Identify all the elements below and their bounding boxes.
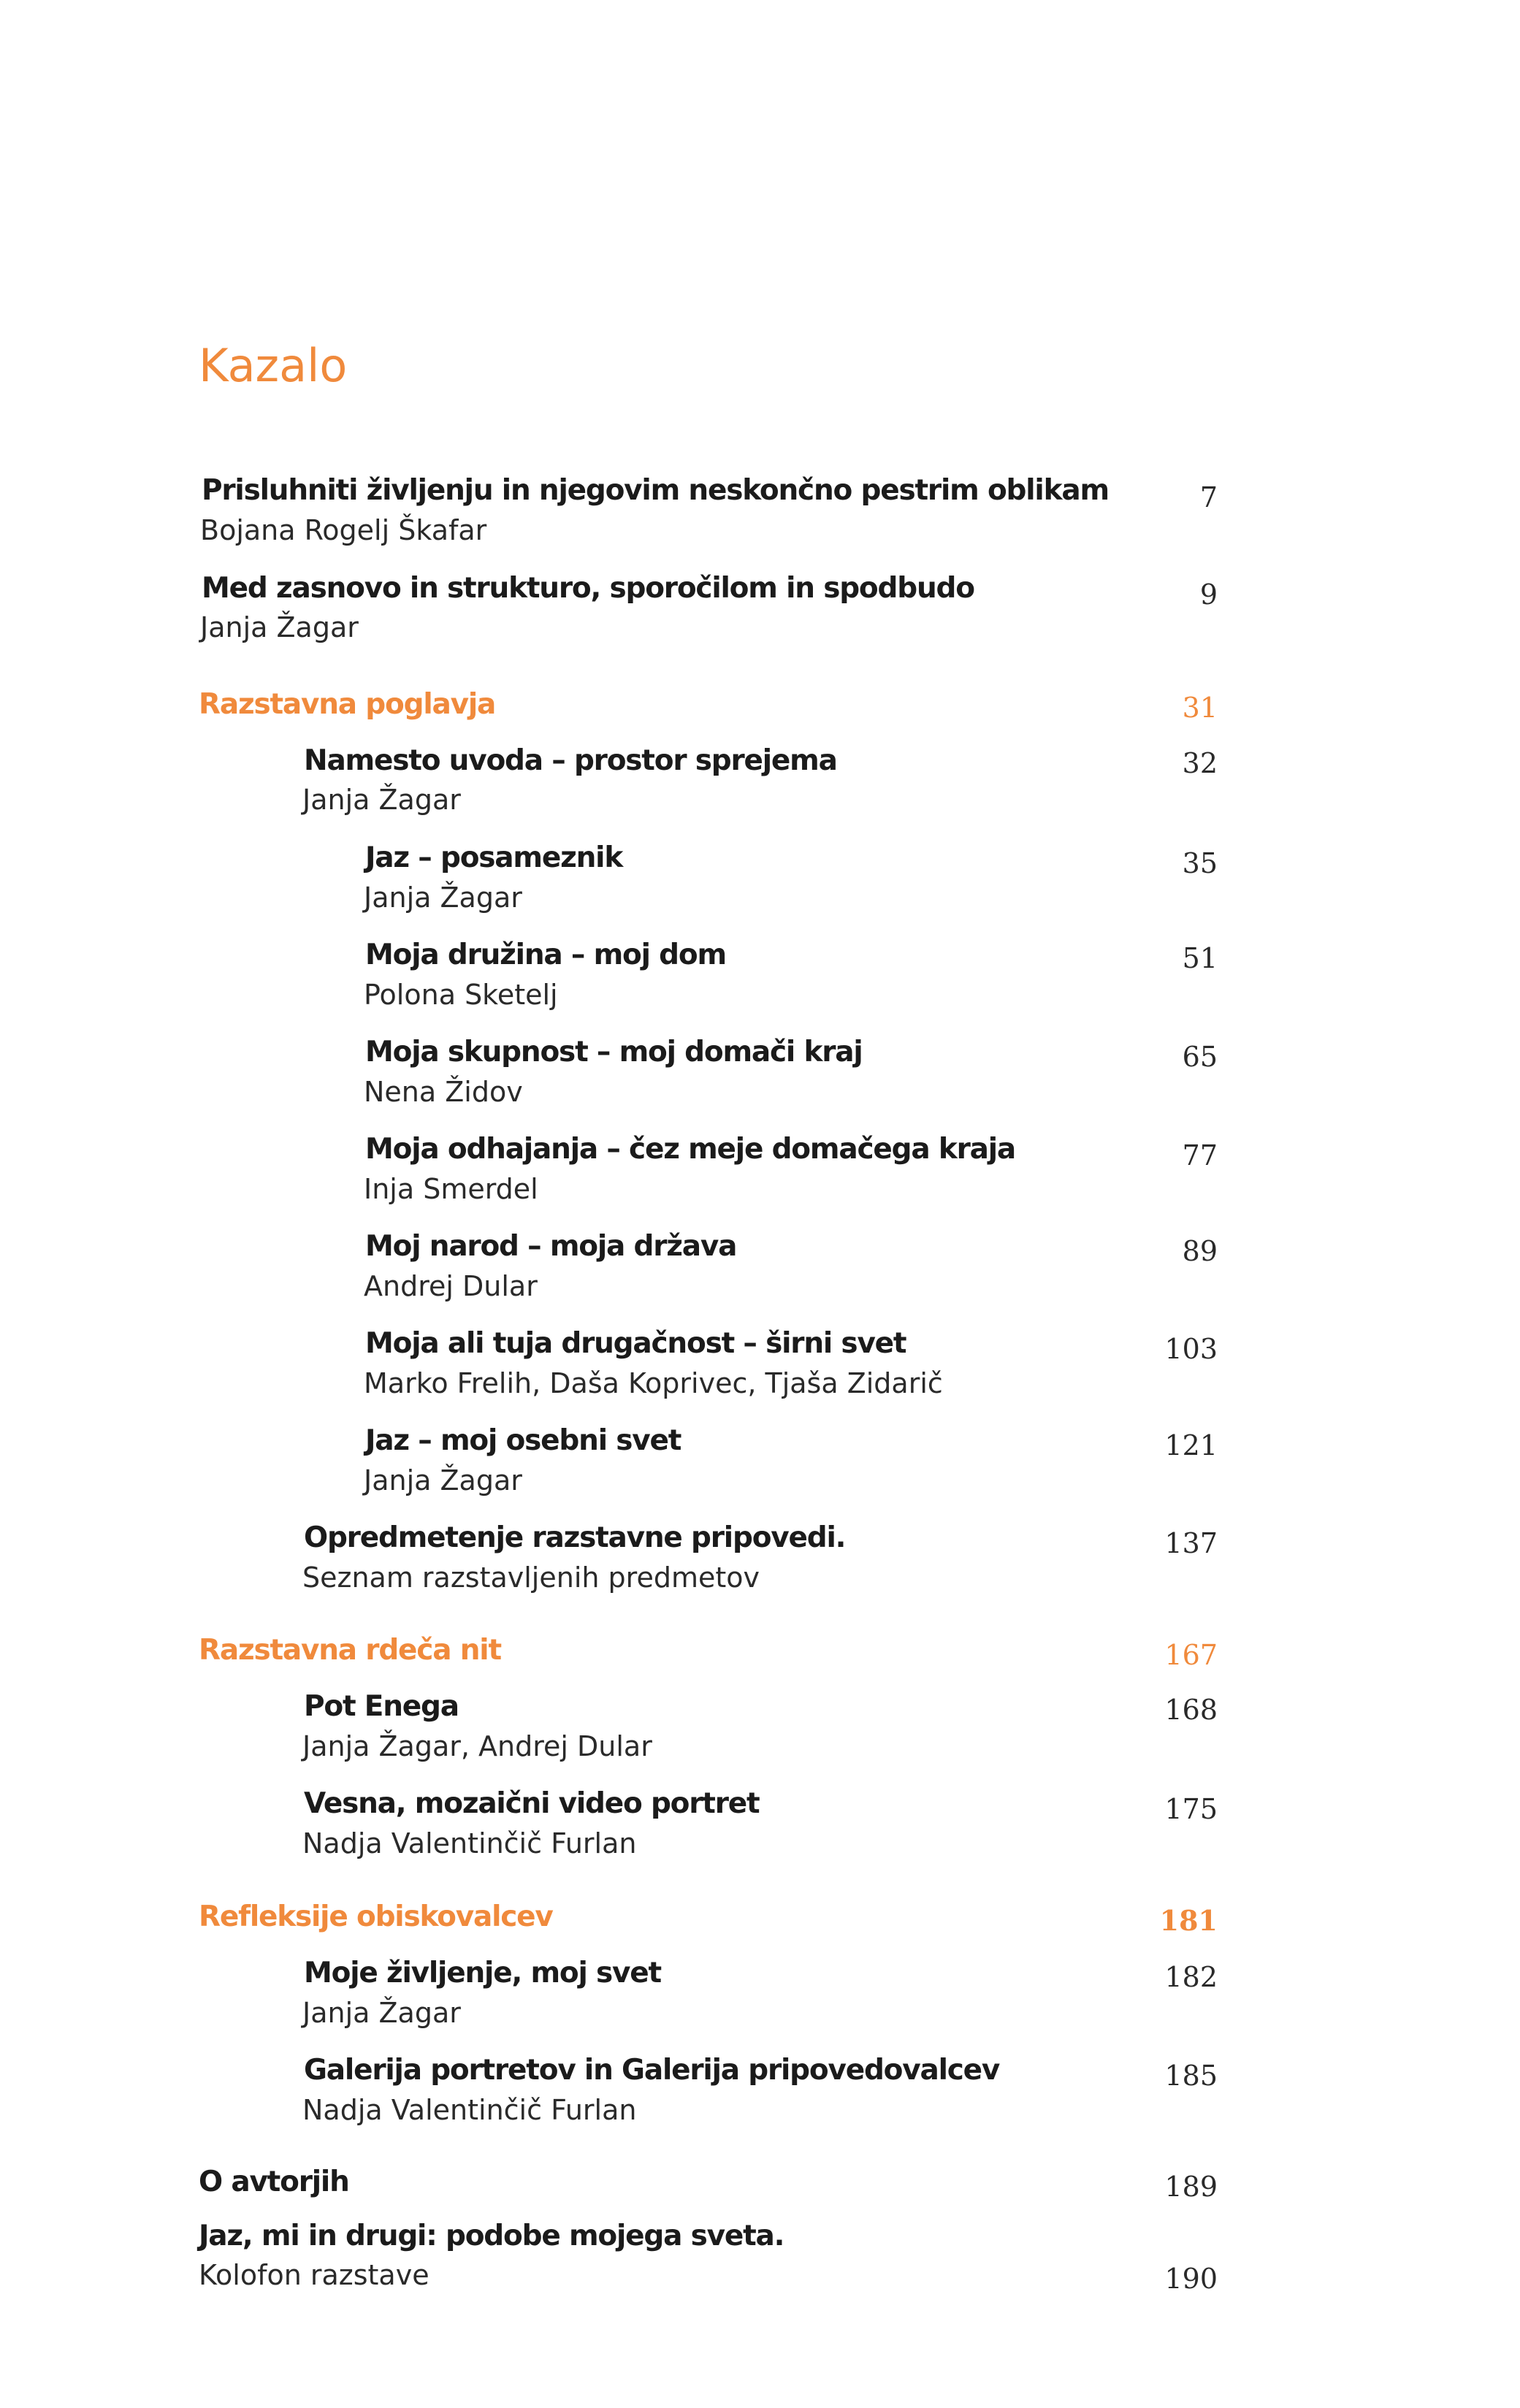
entry-page-number: 103 <box>1164 1333 1218 1365</box>
entry-page-number: 121 <box>1164 1429 1218 1461</box>
entry-title: Vesna, mozaični video portret <box>304 1787 760 1820</box>
section-title: Refleksije obiskovalcev <box>199 1900 553 1933</box>
entry-page-number: 51 <box>1182 942 1218 974</box>
entry-author: Janja Žagar <box>364 882 522 914</box>
entry-page-number: 7 <box>1199 481 1218 513</box>
entry-author: Kolofon razstave <box>199 2259 429 2291</box>
entry-title: Moja odhajanja – čez meje domačega kraja <box>365 1133 1015 1166</box>
entry-title: Jaz – moj osebni svet <box>365 1424 681 1457</box>
entry-author: Janja Žagar <box>302 784 461 816</box>
entry-title: Namesto uvoda – prostor sprejema <box>304 744 837 777</box>
entry-page-number: 190 <box>1164 2263 1218 2295</box>
entry-title: Galerija portretov in Galerija pripovedovalcev <box>304 2054 1000 2087</box>
entry-author: Janja Žagar <box>200 611 359 643</box>
entry-author: Nadja Valentinčič Furlan <box>302 1827 637 1859</box>
entry-page-number: 32 <box>1182 747 1218 779</box>
entry-page-number: 168 <box>1164 1694 1218 1726</box>
entry-title: Prisluhniti življenju in njegovim neskončno pestrim oblikam <box>202 474 1109 507</box>
entry-author: Seznam razstavljenih predmetov <box>302 1562 760 1594</box>
entry-author: Marko Frelih, Daša Koprivec, Tjaša Zidarič <box>364 1367 943 1399</box>
entry-page-number: 182 <box>1164 1961 1218 1993</box>
entry-page-number: 89 <box>1182 1235 1218 1267</box>
entry-title: Moje življenje, moj svet <box>304 1957 661 1990</box>
entry-title: O avtorjih <box>199 2166 349 2198</box>
entry-title: Moja družina – moj dom <box>365 939 726 971</box>
entry-page-number: 185 <box>1164 2060 1218 2092</box>
section-page-number: 31 <box>1182 692 1218 724</box>
entry-page-number: 65 <box>1182 1041 1218 1073</box>
entry-page-number: 189 <box>1164 2171 1218 2203</box>
entry-title: Moja skupnost – moj domači kraj <box>365 1036 863 1069</box>
section-page-number: 181 <box>1159 1904 1218 1937</box>
entry-title: Jaz, mi in drugi: podobe mojega sveta. <box>199 2220 784 2252</box>
entry-title: Moj narod – moja država <box>365 1230 737 1263</box>
entry-author: Nadja Valentinčič Furlan <box>302 2094 637 2126</box>
entry-title: Med zasnovo in strukturo, sporočilom in spodbudo <box>202 572 974 605</box>
entry-author: Polona Sketelj <box>364 979 558 1011</box>
entry-author: Andrej Dular <box>364 1270 538 1302</box>
section-title: Razstavna poglavja <box>199 688 496 721</box>
entry-author: Janja Žagar <box>364 1464 522 1497</box>
entry-page-number: 77 <box>1182 1139 1218 1171</box>
entry-page-number: 137 <box>1164 1527 1218 1559</box>
entry-author: Bojana Rogelj Škafar <box>200 514 487 546</box>
entry-author: Inja Smerdel <box>364 1173 538 1205</box>
section-page-number: 167 <box>1164 1639 1218 1671</box>
entry-author: Janja Žagar <box>302 1997 461 2029</box>
entry-title: Moja ali tuja drugačnost – širni svet <box>365 1327 906 1360</box>
section-title: Razstavna rdeča nit <box>199 1634 501 1667</box>
entry-page-number: 9 <box>1199 578 1218 611</box>
entry-title: Pot Enega <box>304 1690 459 1723</box>
page-title: Kazalo <box>199 339 348 392</box>
entry-title: Opredmetenje razstavne pripovedi. <box>304 1521 846 1554</box>
entry-page-number: 175 <box>1164 1793 1218 1825</box>
entry-page-number: 35 <box>1182 847 1218 879</box>
entry-author: Janja Žagar, Andrej Dular <box>302 1730 652 1762</box>
entry-author: Nena Židov <box>364 1076 523 1108</box>
entry-title: Jaz – posameznik <box>365 841 623 874</box>
